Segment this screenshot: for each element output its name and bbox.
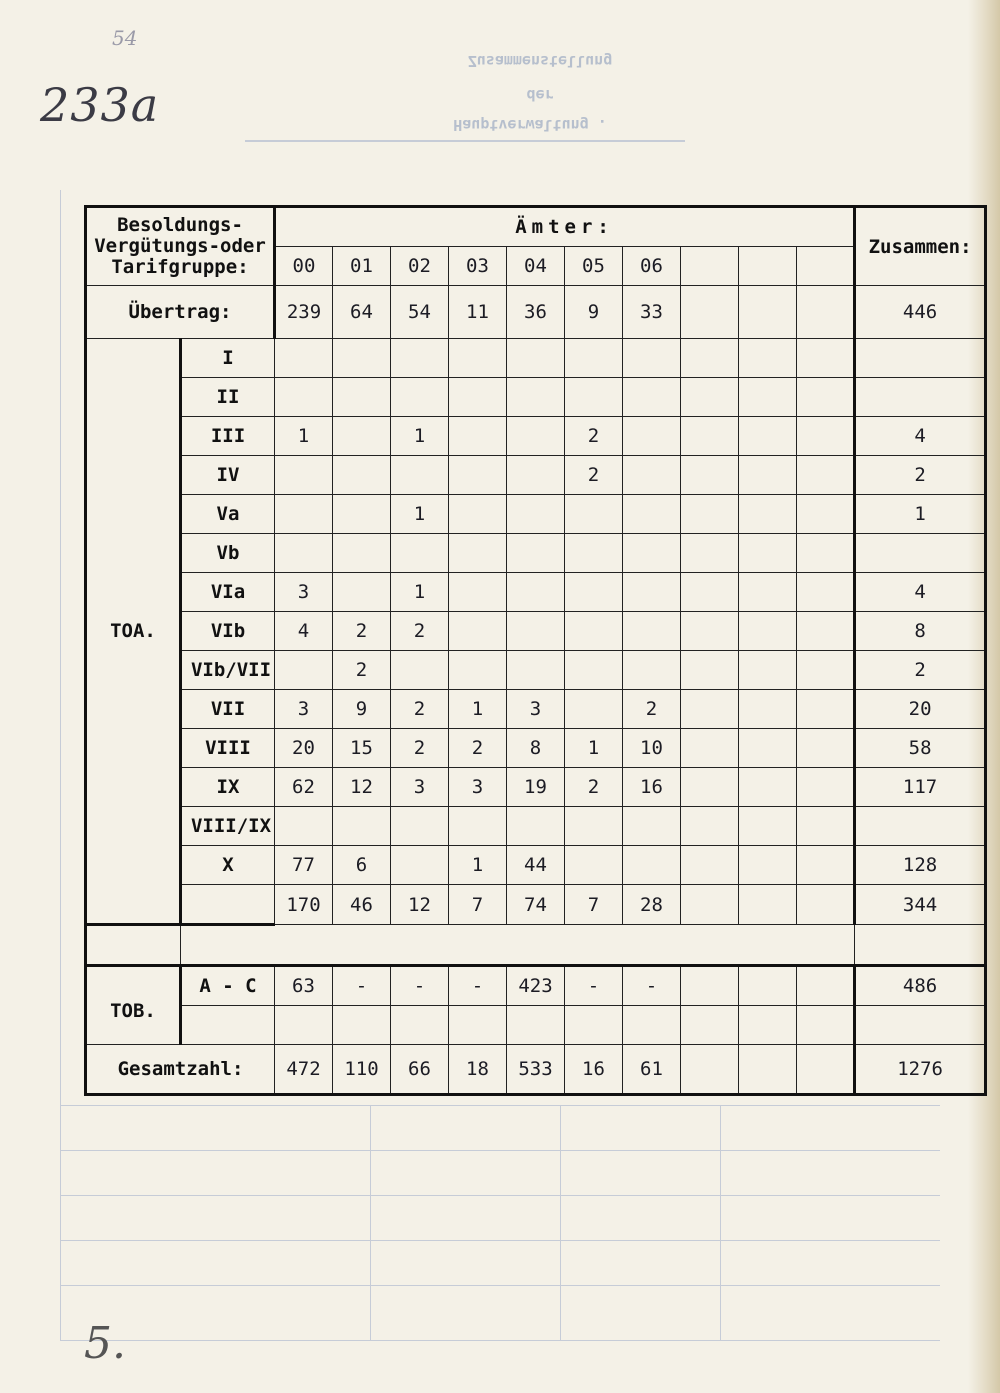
column-header: 02	[391, 247, 449, 286]
table-cell: 1	[449, 846, 507, 885]
row-total	[855, 534, 986, 573]
table-cell	[275, 378, 333, 417]
table-cell: 4	[275, 612, 333, 651]
table-cell	[333, 378, 391, 417]
row-total: 1	[855, 495, 986, 534]
table-cell: -	[623, 966, 681, 1006]
column-header: 05	[565, 247, 623, 286]
empty-cell	[86, 925, 181, 966]
table-row	[86, 573, 986, 612]
ghost-table-frame	[60, 1195, 940, 1196]
row-total: 4	[855, 573, 986, 612]
table-cell	[623, 573, 681, 612]
empty-column-header	[797, 247, 855, 286]
table-cell	[507, 495, 565, 534]
row-total	[855, 339, 986, 378]
empty-cell	[565, 1006, 623, 1045]
table-row	[86, 456, 986, 495]
row-total: 20	[855, 690, 986, 729]
table-cell	[623, 456, 681, 495]
gesamt-cell: 472	[275, 1045, 333, 1095]
table-cell	[275, 534, 333, 573]
table-cell: 2	[623, 690, 681, 729]
table-cell	[623, 612, 681, 651]
table-row	[86, 612, 986, 651]
column-header: 04	[507, 247, 565, 286]
subtotal-cell: 12	[391, 885, 449, 925]
row-total: 117	[855, 768, 986, 807]
tob-group-label: TOB.	[86, 966, 181, 1045]
table-cell	[623, 417, 681, 456]
row-total: 486	[855, 966, 986, 1006]
table-row	[86, 729, 986, 768]
table-cell: 1	[391, 417, 449, 456]
table-cell	[449, 378, 507, 417]
table-row	[86, 339, 986, 378]
empty-cell	[797, 807, 855, 846]
table-cell: 3	[507, 690, 565, 729]
table-cell	[623, 846, 681, 885]
table-cell: 8	[507, 729, 565, 768]
empty-cell	[739, 729, 797, 768]
table-cell	[507, 651, 565, 690]
table-cell: 11	[449, 286, 507, 339]
table-cell: 1	[275, 417, 333, 456]
table-cell	[565, 807, 623, 846]
table-row-tob	[86, 966, 986, 1006]
table-cell	[391, 378, 449, 417]
gesamt-cell: 61	[623, 1045, 681, 1095]
subtotal-cell: 7	[449, 885, 507, 925]
table-cell	[449, 573, 507, 612]
table-cell: 1	[391, 573, 449, 612]
empty-cell	[681, 846, 739, 885]
empty-cell	[797, 534, 855, 573]
row-total: 2	[855, 456, 986, 495]
gesamt-cell: 66	[391, 1045, 449, 1095]
empty-cell	[855, 1006, 986, 1045]
empty-cell	[507, 1006, 565, 1045]
table-cell	[623, 534, 681, 573]
table-cell	[623, 807, 681, 846]
empty-cell	[449, 1006, 507, 1045]
table-row	[86, 495, 986, 534]
table-cell: 2	[333, 612, 391, 651]
ghost-table-frame	[560, 1105, 561, 1340]
grade-label: IX	[181, 768, 275, 807]
empty-cell	[797, 378, 855, 417]
empty-cell	[681, 495, 739, 534]
grade-label: VIb/VII	[181, 651, 275, 690]
empty-cell	[739, 612, 797, 651]
table-cell: -	[391, 966, 449, 1006]
row-total: 2	[855, 651, 986, 690]
grade-label: I	[181, 339, 275, 378]
column-header: 01	[333, 247, 391, 286]
table-cell	[275, 651, 333, 690]
table-cell: 54	[391, 286, 449, 339]
table-cell	[333, 339, 391, 378]
empty-cell	[681, 651, 739, 690]
subtotal-cell: 7	[565, 885, 623, 925]
empty-cell	[681, 1006, 739, 1045]
subtotal-total: 344	[855, 885, 986, 925]
ghost-table-frame	[60, 190, 61, 1340]
table-cell	[449, 612, 507, 651]
table-cell	[391, 651, 449, 690]
empty-cell	[739, 534, 797, 573]
table-cell	[333, 495, 391, 534]
table-cell	[565, 378, 623, 417]
table-row	[86, 1006, 986, 1045]
ghost-rule	[245, 140, 685, 142]
empty-cell	[739, 456, 797, 495]
table-cell: 62	[275, 768, 333, 807]
ghost-table-frame	[60, 1105, 940, 1106]
table-cell: 2	[391, 729, 449, 768]
empty-cell	[739, 1045, 797, 1095]
table-cell: 3	[449, 768, 507, 807]
table-cell	[333, 807, 391, 846]
table-row-gesamt	[86, 1045, 986, 1095]
empty-cell	[181, 925, 855, 966]
empty-cell	[739, 417, 797, 456]
table-cell	[391, 846, 449, 885]
table-cell	[275, 456, 333, 495]
ghost-heading-2: der	[526, 86, 554, 104]
table-cell	[449, 417, 507, 456]
empty-column-header	[739, 247, 797, 286]
table-cell	[565, 846, 623, 885]
empty-cell	[623, 1006, 681, 1045]
table-cell	[623, 339, 681, 378]
empty-cell	[739, 966, 797, 1006]
ghost-heading-1: Zusammenstellung	[467, 52, 613, 70]
table-cell: 2	[565, 456, 623, 495]
grade-label: Vb	[181, 534, 275, 573]
empty-cell	[739, 1006, 797, 1045]
empty-cell	[681, 534, 739, 573]
table-cell	[565, 534, 623, 573]
table-cell: 1	[449, 690, 507, 729]
empty-cell	[681, 768, 739, 807]
empty-cell	[681, 966, 739, 1006]
empty-cell	[797, 286, 855, 339]
table-cell	[391, 534, 449, 573]
table-row	[86, 378, 986, 417]
empty-cell	[797, 1006, 855, 1045]
table-cell: 6	[333, 846, 391, 885]
toa-group-label: TOA.	[86, 339, 181, 925]
table-row-subtotal	[86, 885, 986, 925]
empty-cell	[739, 573, 797, 612]
table-cell: 3	[275, 690, 333, 729]
empty-cell	[739, 378, 797, 417]
table-row	[86, 417, 986, 456]
empty-cell	[739, 286, 797, 339]
empty-cell	[681, 729, 739, 768]
table-cell	[391, 807, 449, 846]
grade-label: A - C	[181, 966, 275, 1006]
row-total: 58	[855, 729, 986, 768]
ghost-table-frame	[720, 1105, 721, 1340]
folio-number: 233a	[40, 78, 160, 132]
empty-cell	[739, 807, 797, 846]
table-cell	[507, 417, 565, 456]
empty-cell	[797, 966, 855, 1006]
empty-cell	[797, 729, 855, 768]
empty-cell	[681, 378, 739, 417]
grade-label: VIb	[181, 612, 275, 651]
table-cell	[275, 495, 333, 534]
empty-cell	[797, 768, 855, 807]
grade-label: Va	[181, 495, 275, 534]
empty-cell	[275, 1006, 333, 1045]
table-cell	[449, 534, 507, 573]
table-cell: 1	[391, 495, 449, 534]
row-total: 4	[855, 417, 986, 456]
table-cell: 16	[623, 768, 681, 807]
table-cell: -	[565, 966, 623, 1006]
empty-cell	[797, 495, 855, 534]
table-cell	[623, 378, 681, 417]
table-cell: 77	[275, 846, 333, 885]
subtotal-cell: 28	[623, 885, 681, 925]
table-cell: 3	[275, 573, 333, 612]
empty-cell	[681, 339, 739, 378]
table-cell: 9	[333, 690, 391, 729]
empty-cell	[739, 846, 797, 885]
page-number: 5.	[84, 1318, 126, 1369]
table-cell	[507, 378, 565, 417]
table-cell: 36	[507, 286, 565, 339]
table-cell	[507, 456, 565, 495]
table-cell: 64	[333, 286, 391, 339]
grade-label: X	[181, 846, 275, 885]
empty-cell	[797, 612, 855, 651]
staff-table	[84, 205, 987, 1096]
table-cell	[507, 807, 565, 846]
empty-cell	[739, 495, 797, 534]
table-cell	[565, 495, 623, 534]
empty-cell	[797, 651, 855, 690]
table-cell	[565, 339, 623, 378]
empty-column-header	[681, 247, 739, 286]
table-cell	[565, 573, 623, 612]
gesamt-total: 1276	[855, 1045, 986, 1095]
table-row	[86, 846, 986, 885]
uebertrag-label: Übertrag:	[86, 286, 275, 339]
subtotal-cell: 74	[507, 885, 565, 925]
empty-cell	[797, 417, 855, 456]
table-row	[86, 807, 986, 846]
table-cell: 2	[391, 690, 449, 729]
table-cell	[507, 534, 565, 573]
table-cell	[507, 339, 565, 378]
table-cell: 2	[449, 729, 507, 768]
ghost-heading-3: Hauptverwaltung .	[453, 116, 607, 134]
subtotal-cell: 170	[275, 885, 333, 925]
table-cell	[333, 417, 391, 456]
corner-note: 54	[112, 26, 138, 50]
table-cell: 2	[333, 651, 391, 690]
ghost-table-frame	[60, 1240, 940, 1241]
column-header: 00	[275, 247, 333, 286]
grade-label: VII	[181, 690, 275, 729]
empty-cell	[739, 339, 797, 378]
empty-cell	[739, 690, 797, 729]
empty-cell	[797, 1045, 855, 1095]
table-cell: 2	[391, 612, 449, 651]
table-cell: 423	[507, 966, 565, 1006]
table-cell	[391, 456, 449, 495]
empty-cell	[681, 286, 739, 339]
table-cell: 2	[565, 768, 623, 807]
table-cell: 12	[333, 768, 391, 807]
table-cell	[333, 534, 391, 573]
group-header: Besoldungs-Vergütungs-oder Tarifgruppe:	[86, 207, 275, 286]
empty-cell	[681, 573, 739, 612]
empty-cell	[681, 885, 739, 925]
empty-cell	[797, 456, 855, 495]
row-total: 8	[855, 612, 986, 651]
grade-label: III	[181, 417, 275, 456]
empty-cell	[181, 1006, 275, 1045]
empty-cell	[797, 573, 855, 612]
table-cell: 1	[565, 729, 623, 768]
empty-cell	[797, 846, 855, 885]
gesamt-cell: 18	[449, 1045, 507, 1095]
empty-cell	[681, 456, 739, 495]
grade-label: VIa	[181, 573, 275, 612]
ghost-table-frame	[60, 1285, 940, 1286]
empty-cell	[739, 768, 797, 807]
table-cell: 63	[275, 966, 333, 1006]
table-cell: -	[333, 966, 391, 1006]
table-cell: 19	[507, 768, 565, 807]
table-cell	[333, 573, 391, 612]
table-cell: 44	[507, 846, 565, 885]
empty-cell	[681, 690, 739, 729]
table-cell: 33	[623, 286, 681, 339]
table-cell: 2	[565, 417, 623, 456]
subtotal-label	[181, 885, 275, 925]
table-cell: -	[449, 966, 507, 1006]
empty-cell	[855, 925, 986, 966]
table-row	[86, 768, 986, 807]
empty-cell	[797, 885, 855, 925]
table-cell	[507, 573, 565, 612]
gesamt-cell: 110	[333, 1045, 391, 1095]
table-cell	[333, 456, 391, 495]
table-cell: 10	[623, 729, 681, 768]
table-cell	[275, 807, 333, 846]
empty-cell	[681, 807, 739, 846]
grade-label: VIII	[181, 729, 275, 768]
table-cell	[565, 690, 623, 729]
ghost-table-frame	[60, 1150, 940, 1151]
empty-cell	[797, 690, 855, 729]
table-cell	[507, 612, 565, 651]
grade-label: II	[181, 378, 275, 417]
table-cell	[623, 651, 681, 690]
aemter-header: Ämter:	[275, 207, 855, 247]
table-cell	[449, 807, 507, 846]
empty-cell	[681, 417, 739, 456]
ghost-table-frame	[370, 1105, 371, 1340]
subtotal-cell: 46	[333, 885, 391, 925]
ghost-table-frame	[60, 1340, 940, 1341]
table-cell	[449, 456, 507, 495]
column-header: 06	[623, 247, 681, 286]
table-cell: 9	[565, 286, 623, 339]
row-total: 446	[855, 286, 986, 339]
empty-cell	[333, 1006, 391, 1045]
table-row	[86, 534, 986, 573]
row-total	[855, 378, 986, 417]
empty-cell	[391, 1006, 449, 1045]
table-cell: 15	[333, 729, 391, 768]
table-cell	[623, 495, 681, 534]
table-cell	[565, 651, 623, 690]
empty-cell	[739, 885, 797, 925]
table-cell	[391, 339, 449, 378]
spacer-row	[86, 925, 986, 966]
empty-cell	[681, 612, 739, 651]
gesamt-label: Gesamtzahl:	[86, 1045, 275, 1095]
grade-label: IV	[181, 456, 275, 495]
table-row	[86, 651, 986, 690]
empty-cell	[797, 339, 855, 378]
column-header: 03	[449, 247, 507, 286]
grade-label: VIII/IX	[181, 807, 275, 846]
table-row	[86, 690, 986, 729]
table-cell	[275, 339, 333, 378]
total-header: Zusammen:	[855, 207, 986, 286]
row-total: 128	[855, 846, 986, 885]
table-cell	[449, 495, 507, 534]
empty-cell	[739, 651, 797, 690]
gesamt-cell: 16	[565, 1045, 623, 1095]
gesamt-cell: 533	[507, 1045, 565, 1095]
table-cell: 239	[275, 286, 333, 339]
row-total	[855, 807, 986, 846]
table-row-uebertrag	[86, 286, 986, 339]
table-cell: 20	[275, 729, 333, 768]
table-cell	[565, 612, 623, 651]
table-cell	[449, 651, 507, 690]
table-cell: 3	[391, 768, 449, 807]
empty-cell	[681, 1045, 739, 1095]
table-cell	[449, 339, 507, 378]
